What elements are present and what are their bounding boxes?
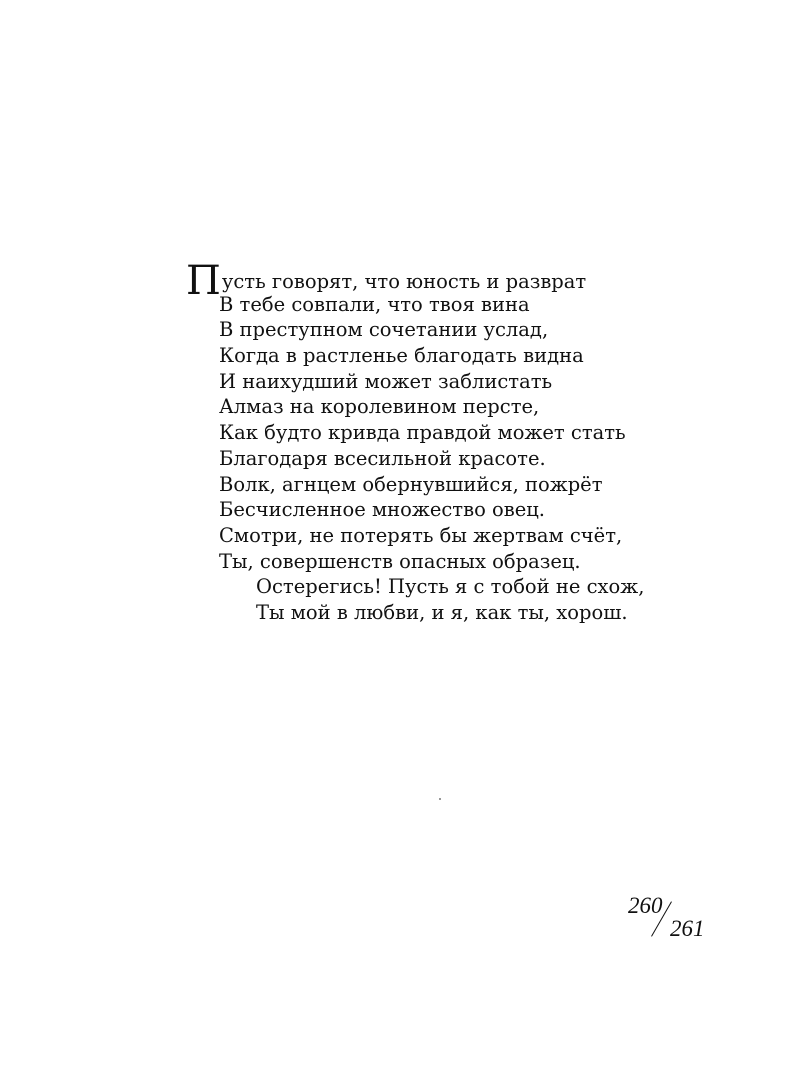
poem-line-6: Алмаз на королевином персте, xyxy=(219,395,540,419)
poem-line-5: И наихудший может заблистать xyxy=(219,369,553,393)
page-speck xyxy=(439,798,441,800)
poem-line-7: Как будто кривда правдой может стать xyxy=(219,421,626,445)
poem-line-11: Смотри, не потерять бы жертвам счёт, xyxy=(219,523,623,547)
poem-line-9: Волк, агнцем обернувшийся, пожрёт xyxy=(219,472,603,496)
first-line-text: усть говорят, что юность и разврат xyxy=(221,270,587,293)
poem-line-8: Благодаря всесильной красоте. xyxy=(219,446,546,470)
sonnet xyxy=(186,258,706,626)
poem-line-2: В тебе совпали, что твоя вина xyxy=(219,292,530,316)
couplet-line-2: Ты мой в любви, и я, как ты, хорош. xyxy=(256,600,628,624)
couplet-line-1: Остерегись! Пусть я с тобой не схож, xyxy=(256,575,645,599)
poem-line-12: Ты, совершенств опасных образец. xyxy=(219,549,581,573)
page-numbers xyxy=(628,893,718,945)
poem-line-3: В преступном сочетании услад, xyxy=(219,318,549,342)
drop-cap: П xyxy=(186,258,221,304)
poem-line-4: Когда в растленье благодать видна xyxy=(219,344,584,368)
poem-line-10: Бесчисленное множество овец. xyxy=(219,498,546,522)
right-page-number: 261 xyxy=(670,916,705,941)
left-page-number: 260 xyxy=(628,893,663,918)
